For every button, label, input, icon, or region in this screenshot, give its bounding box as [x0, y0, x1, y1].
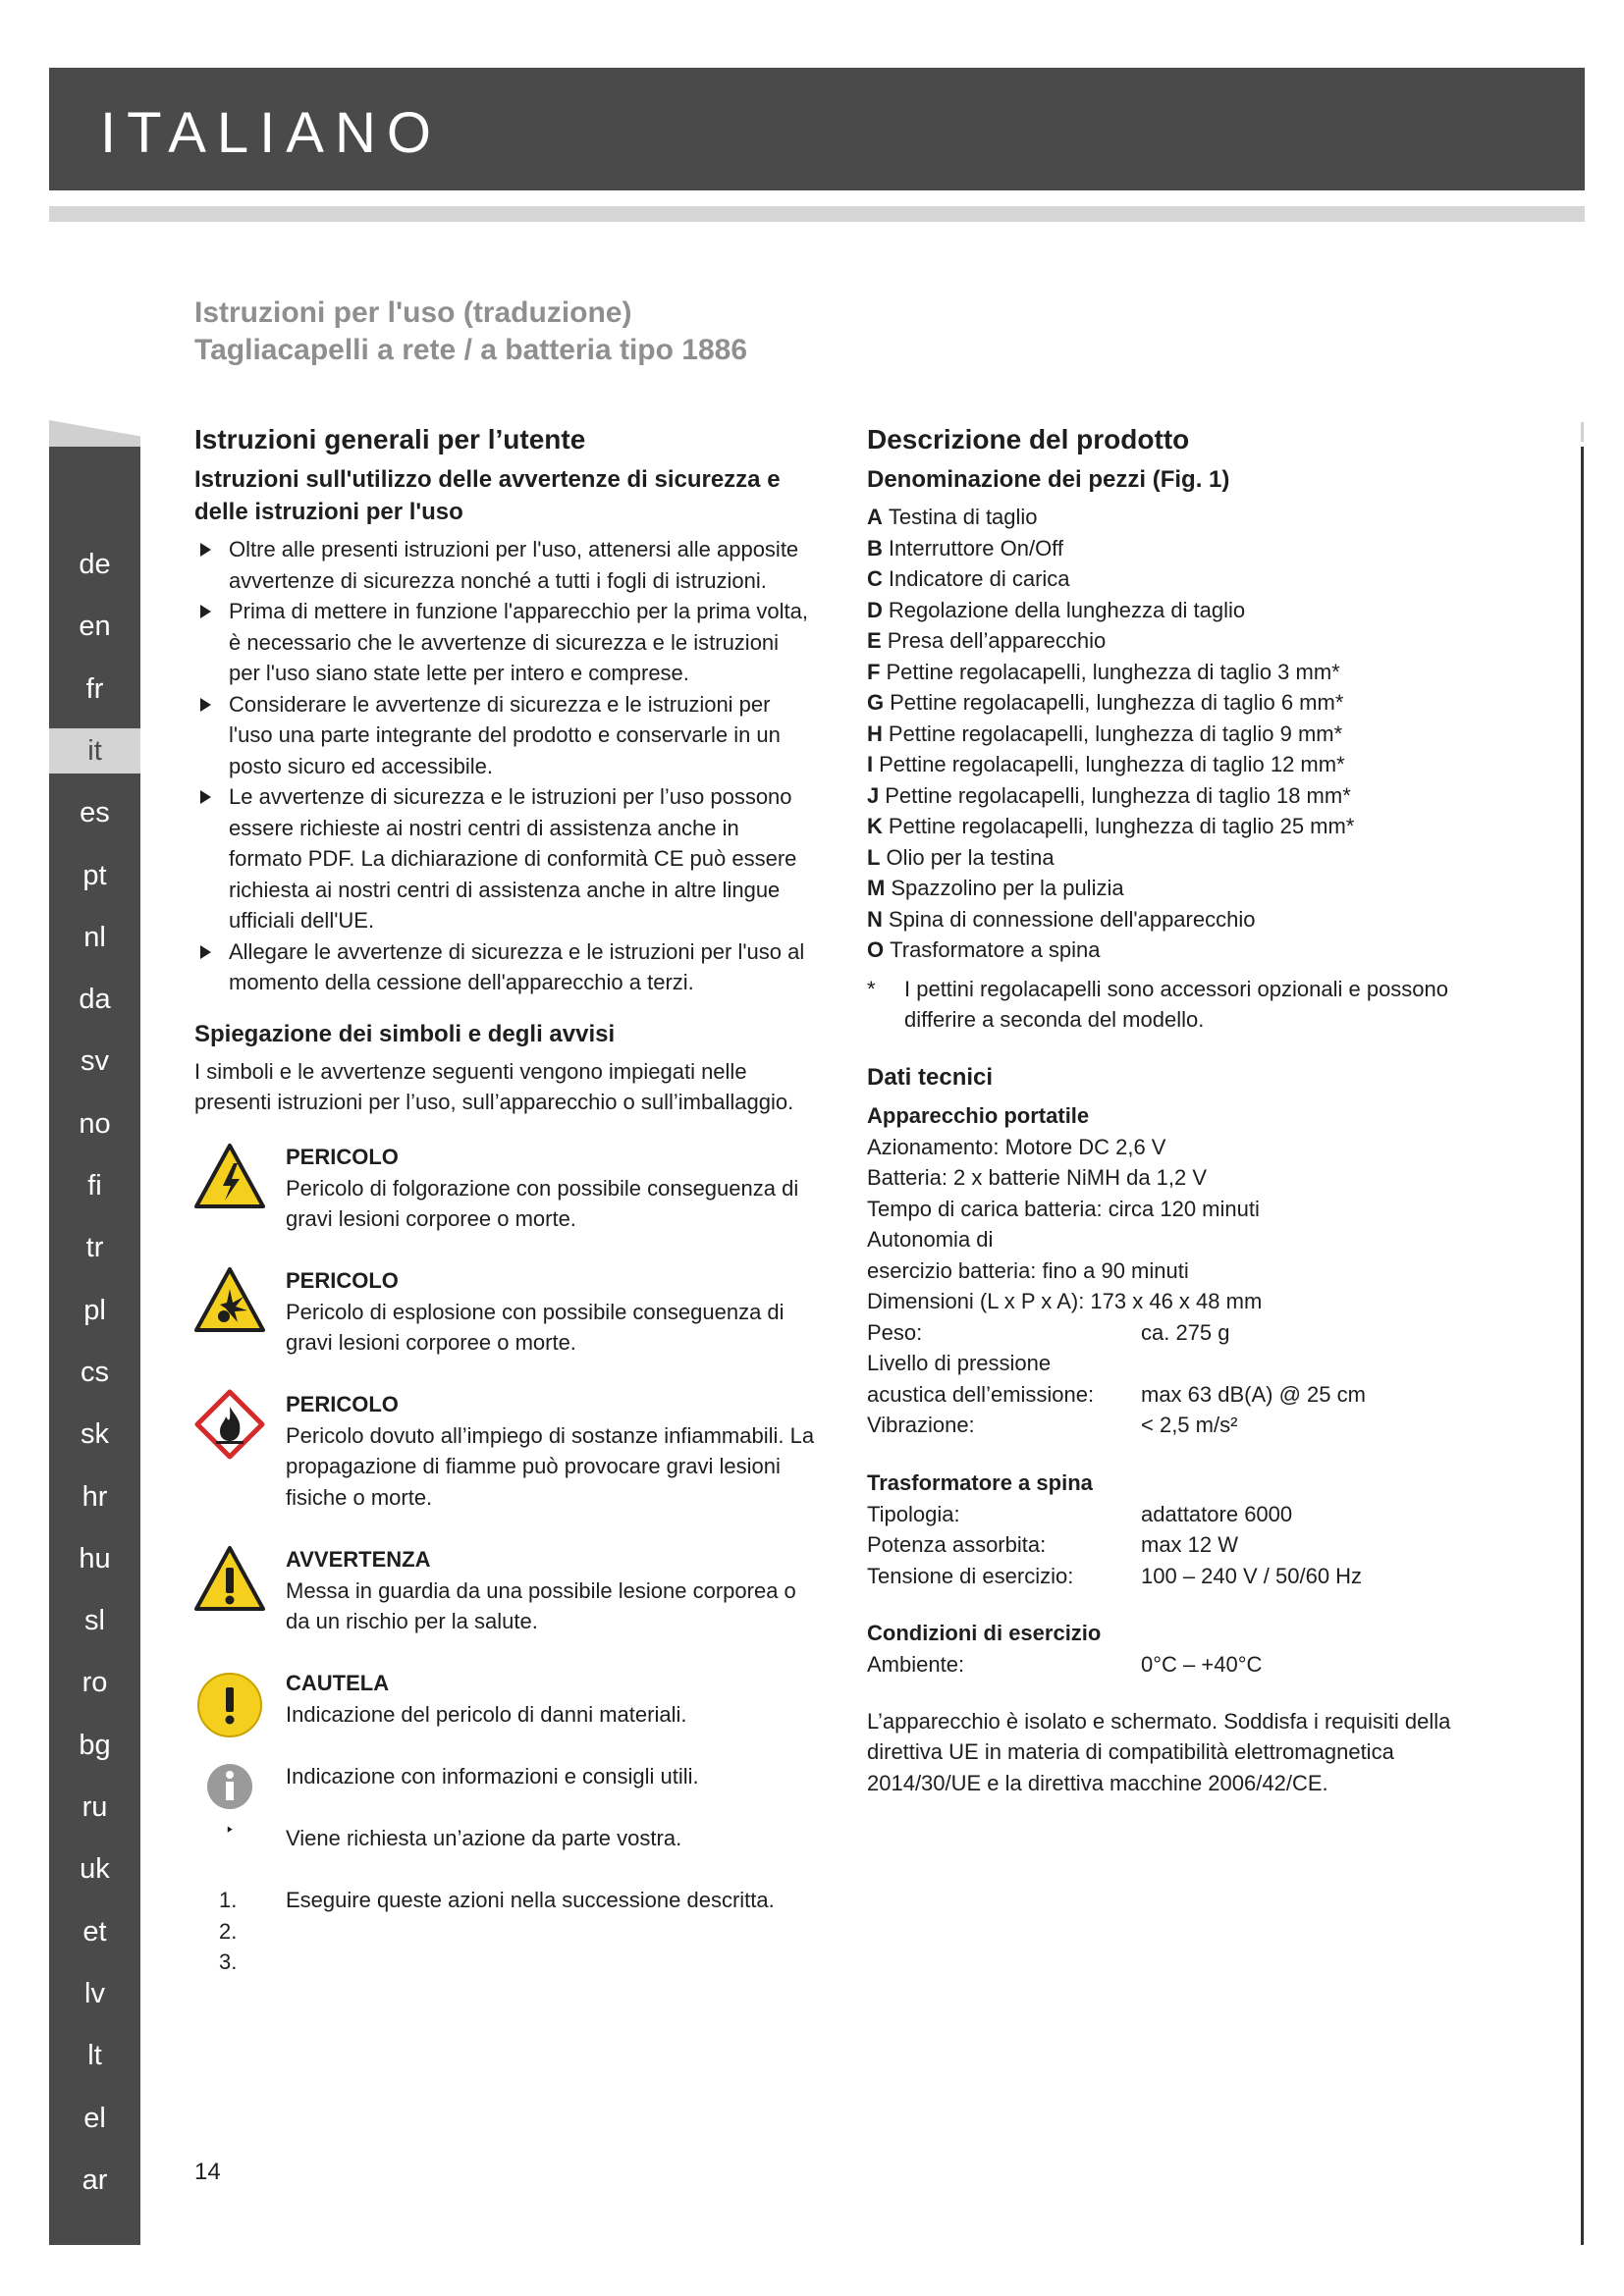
spec-value: 0°C – +40°C — [1141, 1652, 1263, 1677]
language-tab-de[interactable]: de — [79, 549, 111, 580]
symbol-label: AVVERTENZA — [286, 1547, 431, 1572]
language-tab-fi[interactable]: fi — [87, 1170, 102, 1201]
part-item — [867, 934, 1486, 966]
part-text: Pettine regolacapelli, lunghezza di taglio 18 mm* — [885, 782, 1351, 808]
part-letter: N — [867, 906, 883, 932]
part-item — [867, 873, 1486, 904]
electric-hazard-icon — [194, 1142, 265, 1212]
spec-row — [867, 1649, 1486, 1681]
part-text: Presa dell’apparecchio — [887, 628, 1107, 653]
parts-heading: Denominazione dei pezzi (Fig. 1) — [867, 466, 1230, 493]
spec-value: 100 – 240 V / 50/60 Hz — [1141, 1563, 1363, 1588]
part-item — [867, 842, 1486, 874]
sidebar-tab-edge — [49, 420, 140, 450]
part-item — [867, 595, 1486, 626]
language-tab-nl[interactable]: nl — [83, 921, 106, 953]
device-heading: Apparecchio portatile — [867, 1102, 1090, 1128]
symbols-intro: I simboli e le avvertenze seguenti vengono impiegati nelle presenti istruzioni per l’uso, sull’apparecchio o sull’imballaggio. — [194, 1058, 794, 1114]
part-item — [867, 749, 1486, 780]
symbols-heading: Spiegazione dei simboli e degli avvisi — [194, 1020, 616, 1047]
part-letter: C — [867, 566, 883, 591]
part-letter: H — [867, 721, 883, 746]
spec-key: acustica dell’emissione: — [867, 1381, 1095, 1407]
part-letter: E — [867, 628, 882, 653]
symbol-label: PERICOLO — [286, 1268, 399, 1293]
general-instructions-heading: Istruzioni generali per l’utente — [194, 424, 586, 454]
step-number: 1. — [219, 1888, 238, 1912]
part-letter: B — [867, 535, 883, 561]
part-item — [867, 780, 1486, 812]
symbol-text: Pericolo dovuto all’impiego di sostanze infiammabili. La propagazione di fiamme può provocare gravi lesioni fisiche o morte. — [286, 1422, 815, 1510]
language-tab-pl[interactable]: pl — [83, 1294, 106, 1326]
language-sidebar — [49, 447, 140, 2245]
part-item — [867, 625, 1486, 657]
spec-line: Dimensioni (L x P x A): 173 x 46 x 48 mm — [867, 1289, 1263, 1313]
language-tab-cs[interactable]: cs — [81, 1356, 109, 1388]
language-tab-ar[interactable]: ar — [81, 2163, 108, 2196]
step-numbers — [219, 1885, 237, 1978]
symbol-label: PERICOLO — [286, 1145, 399, 1169]
spec-key: Ambiente: — [867, 1652, 965, 1677]
product-description-heading: Descrizione del prodotto — [867, 424, 1190, 454]
spec-value: max 12 W — [1141, 1532, 1239, 1557]
step-number: 2. — [219, 1918, 238, 1944]
instruction-bullet: Considerare le avvertenze di sicurezza e le istruzioni per l'uso una parte integrante del prodotto e conservarle in un posto sicuro ed accessibile. — [194, 689, 813, 782]
symbol-label: CAUTELA — [286, 1671, 390, 1695]
instruction-bullets — [194, 534, 813, 998]
language-tab-bg[interactable]: bg — [79, 1729, 111, 1761]
symbol-text: Pericolo di folgorazione con possibile conseguenza di gravi lesioni corporee o morte. — [286, 1175, 799, 1231]
part-text: Trasformatore a spina — [890, 937, 1101, 962]
instruction-bullet: Le avvertenze di sicurezza e le istruzioni per l’uso possono essere richieste ai nostri centri di assistenza anche in formato PDF. La dichiarazione di conformità CE può essere richiesta ai nostri centri di assistenza anche in altre lingue ufficiali dell'UE. — [194, 781, 813, 936]
symbol-label: PERICOLO — [286, 1392, 399, 1416]
header-divider — [49, 206, 1585, 222]
explosion-hazard-icon — [194, 1265, 265, 1336]
language-tab-da[interactable]: da — [79, 984, 111, 1016]
left-column — [194, 422, 813, 1118]
spec-key: Tipologia: — [867, 1501, 960, 1526]
language-tab-tr[interactable]: tr — [85, 1232, 104, 1264]
device-specs — [867, 1132, 1486, 1441]
spec-value: adattatore 6000 — [1141, 1501, 1293, 1526]
part-item — [867, 563, 1486, 595]
part-letter: F — [867, 659, 881, 684]
info-icon — [194, 1757, 265, 1828]
language-title: ITALIANO — [100, 101, 442, 165]
language-tab-et[interactable]: et — [82, 1915, 107, 1948]
spec-key: Potenza assorbita: — [867, 1532, 1047, 1557]
instruction-bullet: Oltre alle presenti istruzioni per l'uso, attenersi alle apposite avvertenze di sicurezza nonché a tutti i fogli di istruzioni. — [194, 534, 813, 596]
spec-value: ca. 275 g — [1141, 1319, 1230, 1345]
right-edge-rule — [1581, 447, 1584, 2245]
compliance-text: L’apparecchio è isolato e schermato. Soddisfa i requisiti della direttiva UE in materia di compatibilità elettromagnetica 2014/30/UE e la direttiva macchine 2006/42/CE. — [867, 1708, 1451, 1795]
spec-row — [867, 1379, 1486, 1411]
caution-icon — [194, 1668, 265, 1738]
part-letter: L — [867, 844, 881, 870]
spec-row — [867, 1410, 1486, 1441]
transformer-heading: Trasformatore a spina — [867, 1469, 1093, 1495]
footnote-text: I pettini regolacapelli sono accessori opzionali e possono differire a seconda del modello. — [904, 976, 1449, 1032]
instruction-bullet: Prima di mettere in funzione l'apparecchio per la prima volta, è necessario che le avvertenze di sicurezza e le istruzioni per l'uso siano state lette per intero e comprese. — [194, 596, 813, 689]
action-arrow-icon — [194, 1823, 265, 1854]
right-rule-top — [1581, 422, 1584, 442]
spec-row — [867, 1348, 1486, 1379]
part-item — [867, 904, 1486, 935]
spec-key: Tensione di esercizio: — [867, 1563, 1074, 1588]
part-item — [867, 657, 1486, 688]
tech-data-heading: Dati tecnici — [867, 1063, 994, 1091]
language-tab-hu[interactable]: hu — [79, 1542, 111, 1575]
part-item — [867, 811, 1486, 842]
language-tab-uk[interactable]: uk — [80, 1853, 110, 1886]
spec-key: Peso: — [867, 1319, 923, 1345]
steps-text: Eseguire queste azioni nella successione descritta. — [286, 1888, 775, 1912]
part-text: Indicatore di carica — [888, 566, 1070, 591]
spec-line: Batteria: 2 x batterie NiMH da 1,2 V — [867, 1165, 1208, 1190]
part-letter: J — [867, 782, 880, 808]
spec-line: Azionamento: Motore DC 2,6 V — [867, 1134, 1166, 1159]
part-letter: O — [867, 937, 885, 962]
part-item — [867, 502, 1486, 533]
flammable-icon — [194, 1389, 265, 1460]
part-text: Regolazione della lunghezza di taglio — [888, 597, 1246, 622]
language-tab-sv[interactable]: sv — [81, 1045, 109, 1078]
part-letter: G — [867, 690, 885, 715]
part-text: Pettine regolacapelli, lunghezza di taglio 6 mm* — [890, 690, 1344, 715]
part-letter: K — [867, 814, 883, 838]
step-number: 3. — [219, 1949, 238, 1974]
symbol-text: Messa in guardia da una possibile lesione corporea o da un rischio per la salute. — [286, 1577, 796, 1633]
symbol-text: Indicazione del pericolo di danni materiali. — [286, 1701, 687, 1727]
parts-footnote — [867, 974, 1486, 1036]
document-title-line2: Tagliacapelli a rete / a batteria tipo 1886 — [194, 334, 748, 366]
part-text: Pettine regolacapelli, lunghezza di taglio 3 mm* — [886, 659, 1340, 684]
page-number: 14 — [194, 2159, 221, 2185]
spec-line: Autonomia di — [867, 1227, 994, 1252]
language-tab-fr[interactable]: fr — [85, 672, 104, 705]
part-text: Testina di taglio — [888, 505, 1038, 529]
symbol-text: Indicazione con informazioni e consigli utili. — [286, 1764, 699, 1789]
part-item — [867, 687, 1486, 719]
part-letter: D — [867, 597, 883, 622]
right-column — [867, 422, 1486, 1798]
part-text: Pettine regolacapelli, lunghezza di taglio 12 mm* — [879, 752, 1345, 776]
language-tab-en[interactable]: en — [79, 611, 111, 643]
warning-icon — [194, 1544, 265, 1615]
part-letter: M — [867, 876, 886, 900]
language-tab-hr[interactable]: hr — [81, 1480, 108, 1513]
language-tab-lv[interactable]: lv — [84, 1977, 105, 2009]
part-item — [867, 719, 1486, 750]
part-text: Spina di connessione dell'apparecchio — [888, 906, 1256, 932]
document-title-line1: Istruzioni per l'uso (traduzione) — [194, 296, 632, 329]
part-text: Pettine regolacapelli, lunghezza di taglio 9 mm* — [888, 721, 1343, 746]
part-letter: I — [867, 752, 874, 776]
part-text: Spazzolino per la pulizia — [891, 876, 1124, 900]
spec-row — [867, 1317, 1486, 1349]
footnote-mark: * — [867, 976, 876, 1001]
part-text: Pettine regolacapelli, lunghezza di taglio 25 mm* — [888, 814, 1355, 838]
part-text: Interruttore On/Off — [888, 535, 1064, 561]
language-tab-pt[interactable]: pt — [82, 859, 107, 891]
spec-value: max 63 dB(A) @ 25 cm — [1141, 1381, 1366, 1407]
symbol-text: Pericolo di esplosione con possibile conseguenza di gravi lesioni corporee o morte. — [286, 1299, 785, 1355]
part-item — [867, 533, 1486, 564]
instruction-bullet: Allegare le avvertenze di sicurezza e le istruzioni per l'uso al momento della cessione dell'apparecchio a terzi. — [194, 936, 813, 998]
transformer-specs — [867, 1499, 1486, 1592]
language-tab-es[interactable]: es — [80, 797, 110, 829]
language-header-band — [49, 68, 1585, 190]
spec-key: Livello di pressione — [867, 1351, 1052, 1375]
language-tab-lt[interactable]: lt — [87, 2040, 102, 2072]
spec-value: < 2,5 m/s² — [1141, 1413, 1238, 1437]
language-tab-it[interactable]: it — [49, 728, 140, 774]
language-tab-ro[interactable]: ro — [81, 1667, 108, 1699]
spec-line: Tempo di carica batteria: circa 120 minuti — [867, 1196, 1260, 1221]
part-text: Olio per la testina — [886, 844, 1055, 870]
language-tab-sk[interactable]: sk — [81, 1418, 109, 1451]
language-tab-sl[interactable]: sl — [84, 1605, 105, 1637]
spec-key: Vibrazione: — [867, 1413, 975, 1437]
conditions-heading: Condizioni di esercizio — [867, 1621, 1102, 1645]
language-tab-ru[interactable]: ru — [81, 1791, 108, 1823]
language-tab-no[interactable]: no — [79, 1107, 111, 1140]
spec-line: esercizio batteria: fino a 90 minuti — [867, 1257, 1189, 1283]
spec-row — [867, 1561, 1486, 1592]
part-letter: A — [867, 505, 883, 529]
document-title — [194, 294, 747, 369]
safety-usage-subheading: Istruzioni sull'utilizzo delle avvertenze di sicurezza e delle istruzioni per l'uso — [194, 466, 781, 525]
spec-row — [867, 1529, 1486, 1561]
spec-row — [867, 1499, 1486, 1530]
language-tab-el[interactable]: el — [83, 2102, 106, 2134]
parts-list — [867, 502, 1486, 966]
symbol-text: Viene richiesta un’azione da parte vostra. — [286, 1826, 682, 1850]
